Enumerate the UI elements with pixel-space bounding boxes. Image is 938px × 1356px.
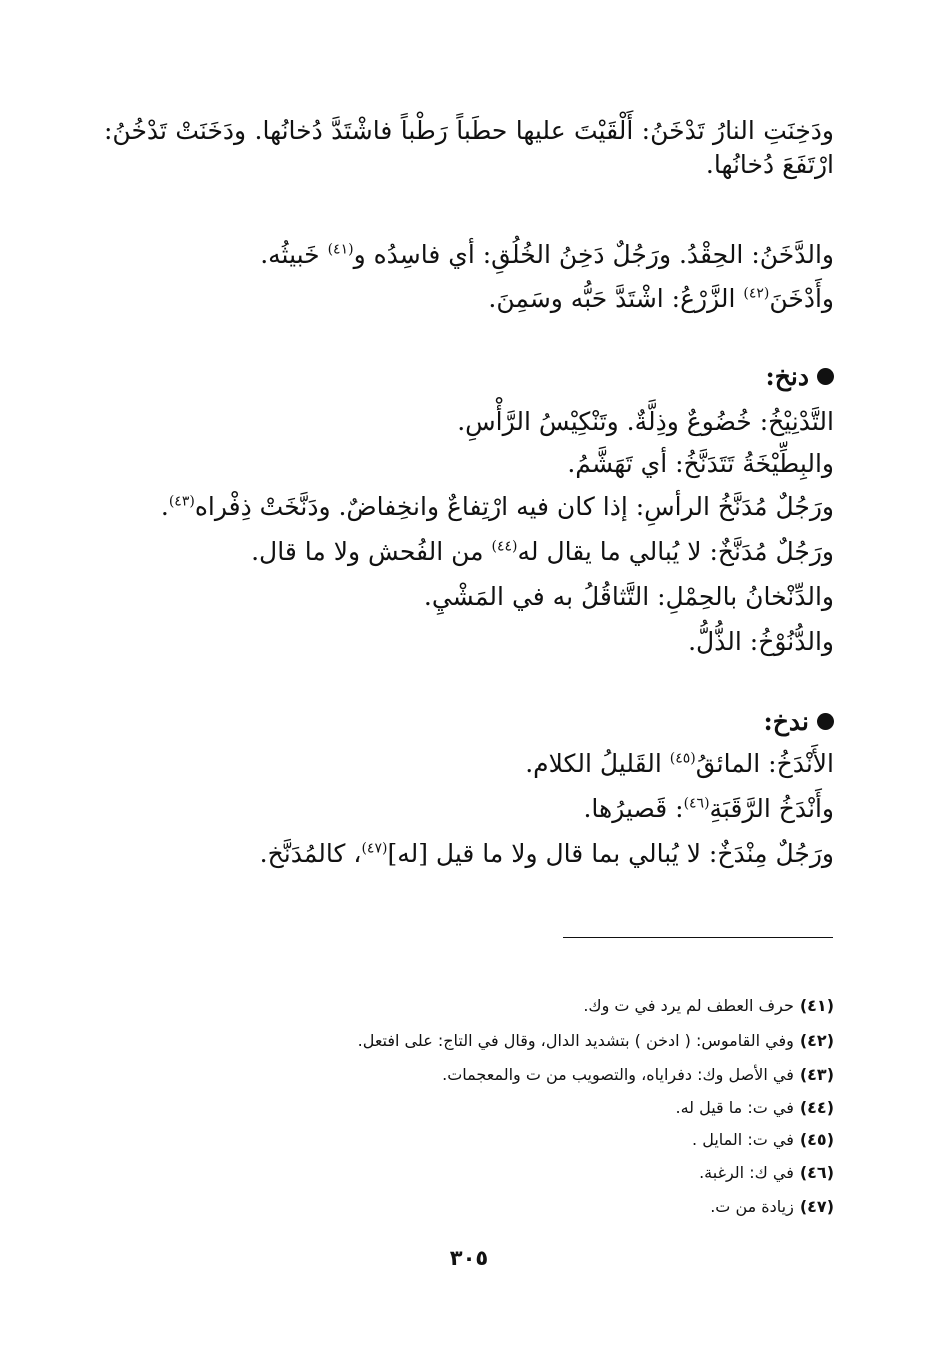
footnote-ref: (٤١) (327, 241, 354, 258)
entry-heading-text: دنخ: (765, 362, 809, 391)
entry-heading-text: ندخ: (763, 707, 809, 736)
entry-line (457, 405, 834, 439)
line-text: ورَجُلٌ مُدَنَّخٌ: لا يُبالي ما يقال له (517, 537, 834, 566)
entry-line (567, 447, 834, 481)
entry-line (251, 535, 834, 569)
footnote-separator (563, 937, 833, 938)
footnote-text: زيادة من ت. (710, 1197, 794, 1216)
line-text: والبِطِّيْخَةُ تَتَدَنَّخُ: أي تَهَشَّمُ. (567, 449, 834, 478)
footnote-43 (442, 1064, 834, 1086)
opening-paragraph (104, 114, 834, 182)
line-text-end: الزَّرْعُ: اشْتَدَّ حَبُّه وسَمِنَ. (488, 284, 744, 313)
footnote-ref: (٤٧) (361, 840, 388, 857)
footnote-45 (692, 1129, 834, 1151)
line-text: وأَدْخَنَ (769, 284, 834, 313)
footnote-text: في الأصل وك: دفراياه، والتصويب من ت والمعجمات. (442, 1065, 794, 1084)
footnote-41 (583, 995, 834, 1017)
footnote-ref: (٤٣) (168, 493, 195, 510)
footnote-ref: (٤٦) (683, 795, 710, 812)
footnote-number: (٤٧) (799, 1197, 834, 1216)
footnote-number: (٤٥) (799, 1130, 834, 1149)
footnote-text: وفي القاموس: ( ادخن ) بتشديد الدال، وقال في التاج: على افتعل. (357, 1031, 794, 1050)
entry-line (424, 580, 834, 614)
footnote-text: في ت: ما قيل له. (675, 1098, 794, 1117)
entry-line (525, 747, 834, 781)
footnote-ref: (٤٤) (491, 538, 518, 555)
footnote-text: في ت: المايل . (692, 1130, 794, 1149)
line-text: وأَنْدَخُ الرَّقَبَةِ (709, 794, 834, 823)
entry-line (260, 837, 834, 871)
footnote-ref: (٤٢) (743, 285, 770, 302)
line-text: ورَجُلٌ مُدَنَّخُ الرأسِ: إذا كان فيه ارْتِفاعٌ وانخِفاضٌ. ودَنَّخَتْ ذِفْراه (194, 492, 834, 521)
footnote-46 (699, 1162, 834, 1184)
bullet-icon (817, 713, 834, 730)
entry-heading-ndkh (764, 705, 834, 739)
line-adkhan (488, 282, 834, 316)
paragraph-dakhinat: ودَخِنَتِ النارُ تَدْخَنُ: أَلْقَيْتَ عليها حطَباً رَطْباً فاشْتَدَّ دُخانُها. ودَخَنَتْ تَدْخُنُ: ارْتَفَعَ دُخانُها. (104, 116, 834, 179)
footnote-number: (٤٤) (799, 1098, 834, 1117)
line-text-end: : قَصيرُها. (583, 794, 684, 823)
entry-line (161, 490, 834, 524)
line-text-end: القَليلُ الكلام. (525, 749, 670, 778)
line-text: والدُّنُوْخُ: الذُّلُّ. (688, 627, 834, 656)
entry-line (583, 792, 834, 826)
line-dakhan (260, 238, 834, 272)
footnote-47 (710, 1196, 834, 1218)
entry-line (688, 625, 834, 659)
footnote-number: (٤٣) (799, 1065, 834, 1084)
line-text: والدِّنْخانُ بالحِمْلِ: التَّثاقُلُ به في المَشْيِ. (423, 582, 834, 611)
page-number: ٣٠٥ (449, 1246, 489, 1270)
line-text: الأَنْدَخُ: المائقُ (695, 749, 834, 778)
footnote-number: (٤٢) (799, 1031, 834, 1050)
footnote-text: في ك: الرغبة. (699, 1163, 794, 1182)
footnote-42 (358, 1030, 834, 1052)
entry-heading-dnkh (766, 360, 834, 394)
footnote-number: (٤١) (799, 996, 834, 1015)
footnote-text: حرف العطف لم يرد في ت وك. (583, 996, 794, 1015)
line-text-end: . (160, 492, 169, 521)
bullet-icon (817, 368, 834, 385)
line-text: التَّدْنِيْخُ: خُضُوعٌ وذِلَّةٌ. وتَنْكِيْسُ الرَّأْسِ. (457, 407, 834, 436)
footnote-44 (675, 1097, 834, 1119)
line-text: والدَّخَنُ: الحِقْدُ. ورَجُلٌ دَخِنُ الخُلُقِ: أي فاسِدُه و (353, 240, 834, 269)
line-text-end: ، كالمُدَنَّخ. (259, 839, 362, 868)
footnote-ref: (٤٥) (669, 750, 696, 767)
line-text-end: خَبيثُه. (260, 240, 328, 269)
footnote-number: (٤٦) (799, 1163, 834, 1182)
line-text: ورَجُلٌ مِنْدَخٌ: لا يُبالي بما قال ولا ما قيل [له] (387, 839, 834, 868)
line-text-end: من الفُحش ولا ما قال. (251, 537, 492, 566)
